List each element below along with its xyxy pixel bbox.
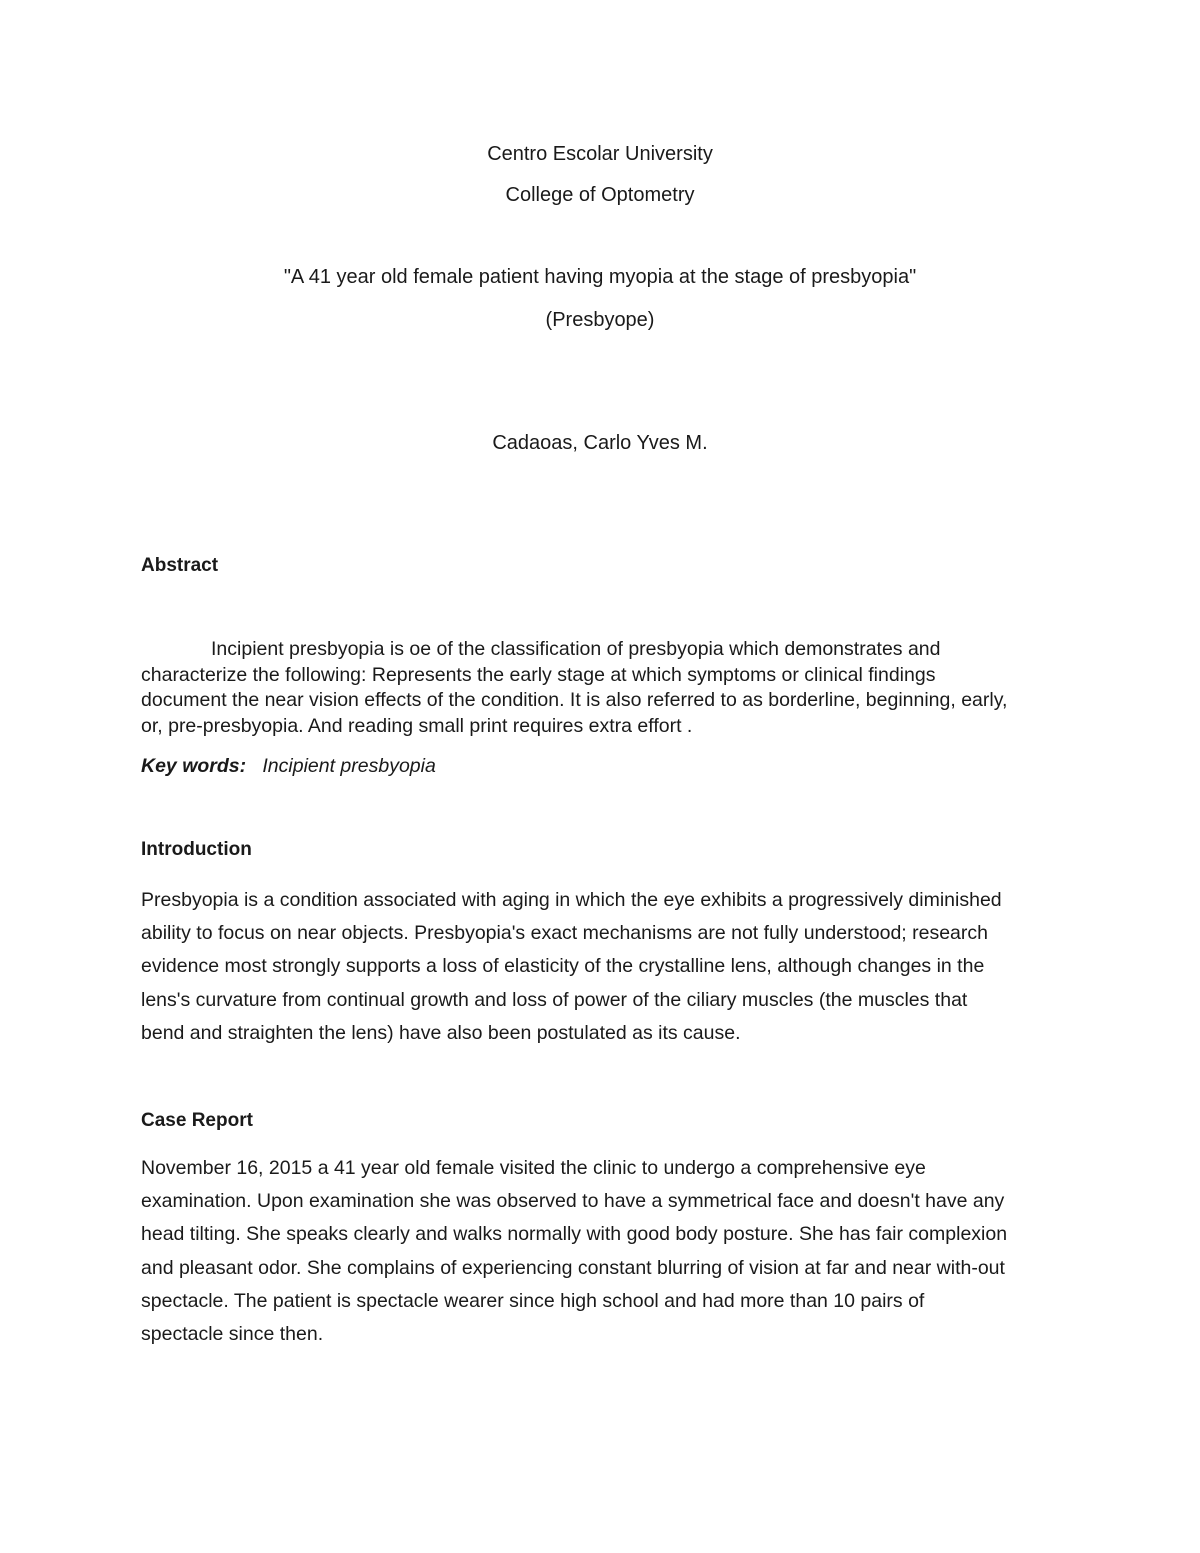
abstract-heading: Abstract [141, 555, 219, 576]
case-report-line: examination. Upon examination she was observed to have a symmetrical face and doesn't have any [141, 1190, 1005, 1213]
introduction-line: ability to focus on near objects. Presbyopia's exact mechanisms are not fully understood; research [141, 922, 988, 945]
introduction-line: evidence most strongly supports a loss of elasticity of the crystalline lens, although changes in the [141, 955, 985, 978]
author-name: Cadaoas, Carlo Yves M. [492, 432, 708, 454]
abstract-line: characterize the following: Represents the early stage at which symptoms or clinical findings [141, 663, 936, 686]
university-name: Centro Escolar University [487, 143, 713, 165]
case-report-heading: Case Report [141, 1110, 253, 1131]
keywords-value: Incipient presbyopia [262, 755, 436, 777]
case-report-line: November 16, 2015 a 41 year old female visited the clinic to undergo a comprehensive eye [141, 1157, 926, 1179]
introduction-line: Presbyopia is a condition associated with aging in which the eye exhibits a progressively diminished [141, 889, 1002, 911]
introduction-line: bend and straighten the lens) have also been postulated as its cause. [141, 1021, 741, 1044]
case-report-line: spectacle. The patient is spectacle wearer since high school and had more than 10 pairs of [141, 1289, 925, 1312]
abstract-line: document the near vision effects of the condition. It is also referred to as borderline, beginning, early, [141, 689, 1008, 711]
abstract-line: Incipient presbyopia is oe of the classification of presbyopia which demonstrates and [211, 638, 941, 660]
document-title: "A 41 year old female patient having myopia at the stage of presbyopia" [283, 266, 917, 288]
case-report-body [141, 1152, 1061, 1351]
case-report-line: and pleasant odor. She complains of experiencing constant blurring of vision at far and near with-out [141, 1256, 1005, 1279]
introduction-body [141, 884, 1061, 1050]
introduction-line: lens's curvature from continual growth and loss of power of the ciliary muscles (the muscles that [141, 988, 968, 1011]
abstract-line: or, pre-presbyopia. And reading small print requires extra effort . [141, 714, 693, 737]
document-subtitle: (Presbyope) [545, 309, 655, 331]
abstract-body [141, 637, 1061, 739]
introduction-heading: Introduction [141, 839, 252, 860]
case-report-line: head tilting. She speaks clearly and walks normally with good body posture. She has fair complexion [141, 1223, 1008, 1246]
keywords-line [141, 754, 436, 778]
case-report-line: spectacle since then. [141, 1323, 324, 1346]
college-name: College of Optometry [505, 184, 695, 206]
keywords-label: Key words: [141, 755, 247, 777]
